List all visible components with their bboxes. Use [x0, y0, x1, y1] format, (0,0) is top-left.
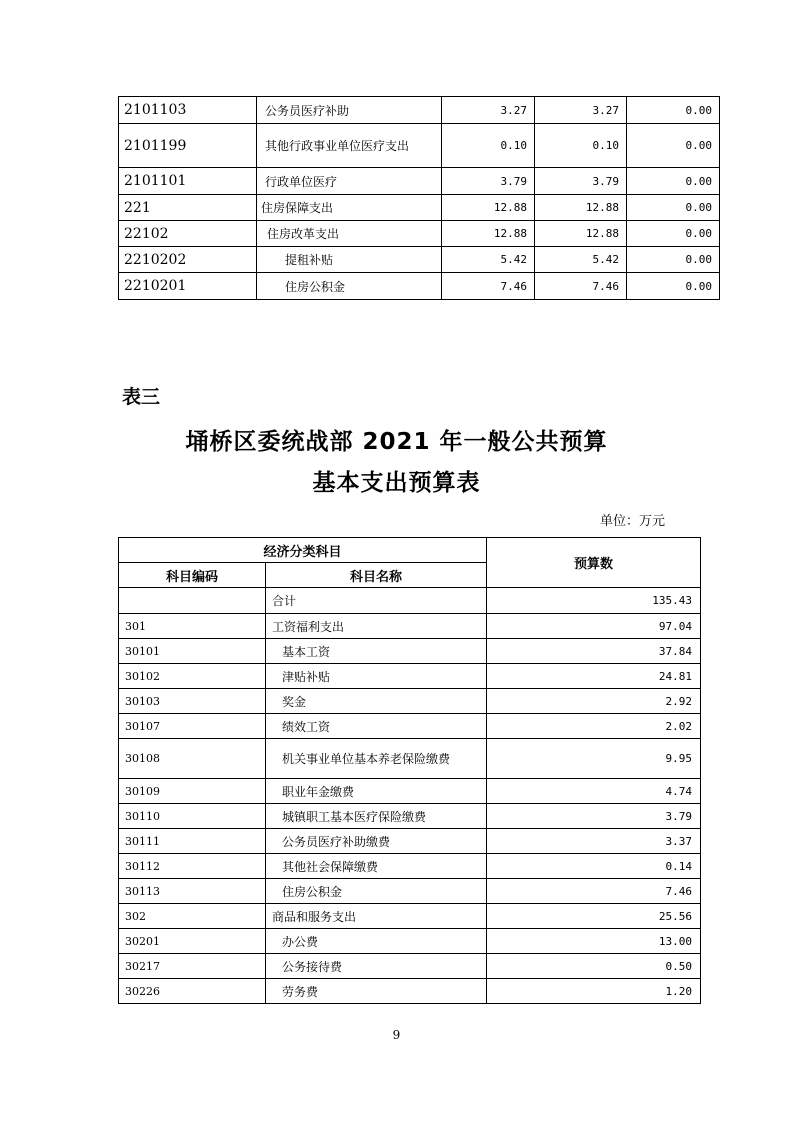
subject-name: 合计 [266, 588, 487, 614]
subject-name: 其他社会保障缴费 [266, 854, 487, 879]
table-row [119, 829, 701, 854]
amount-cell: 12.88 [442, 195, 535, 221]
budget-amount: 3.79 [487, 804, 701, 829]
basic-expenditure-budget-table [118, 537, 701, 1004]
budget-detail-table-continued [118, 96, 720, 300]
subject-name: 劳务费 [266, 979, 487, 1004]
table-row [119, 195, 720, 221]
table-row [119, 614, 701, 639]
amount-cell: 3.27 [442, 97, 535, 124]
budget-amount: 4.74 [487, 779, 701, 804]
subject-name: 公务接待费 [266, 954, 487, 979]
table-row [119, 979, 701, 1004]
table-row [119, 879, 701, 904]
table-row [119, 804, 701, 829]
amount-cell: 12.88 [535, 221, 627, 247]
subject-code: 22102 [119, 221, 257, 247]
amount-cell: 3.79 [442, 168, 535, 195]
table-row [119, 124, 720, 168]
subject-code [119, 588, 266, 614]
subject-code: 301 [119, 614, 266, 639]
subject-name: 机关事业单位基本养老保险缴费 [266, 739, 487, 779]
page-title: 埇桥区委统战部 2021 年一般公共预算 [185, 429, 608, 455]
header-subject-name: 科目名称 [266, 563, 487, 588]
subject-code: 30101 [119, 639, 266, 664]
subject-name: 商品和服务支出 [266, 904, 487, 929]
subject-name: 其他行政事业单位医疗支出 [257, 124, 442, 168]
amount-cell: 0.00 [627, 221, 720, 247]
budget-amount: 13.00 [487, 929, 701, 954]
page-subtitle: 基本支出预算表 [312, 470, 481, 496]
subject-code: 30113 [119, 879, 266, 904]
subject-code: 30107 [119, 714, 266, 739]
budget-amount: 9.95 [487, 739, 701, 779]
amount-cell: 0.00 [627, 273, 720, 300]
amount-cell: 7.46 [535, 273, 627, 300]
subject-name: 提租补贴 [257, 247, 442, 273]
amount-cell: 0.10 [535, 124, 627, 168]
subject-name: 公务员医疗补助 [257, 97, 442, 124]
table-row [119, 714, 701, 739]
table-row [119, 273, 720, 300]
subject-name: 津贴补贴 [266, 664, 487, 689]
budget-amount: 97.04 [487, 614, 701, 639]
amount-cell: 0.00 [627, 124, 720, 168]
budget-amount: 2.92 [487, 689, 701, 714]
subject-code: 221 [119, 195, 257, 221]
budget-amount: 7.46 [487, 879, 701, 904]
subject-name: 办公费 [266, 929, 487, 954]
subject-name: 职业年金缴费 [266, 779, 487, 804]
table-label: 表三 [122, 386, 161, 408]
subject-code: 2210201 [119, 273, 257, 300]
subject-code: 30109 [119, 779, 266, 804]
subject-code: 30108 [119, 739, 266, 779]
table-row [119, 854, 701, 879]
subject-name: 住房改革支出 [257, 221, 442, 247]
amount-cell: 0.00 [627, 195, 720, 221]
amount-cell: 3.27 [535, 97, 627, 124]
amount-cell: 7.46 [442, 273, 535, 300]
table-row [119, 739, 701, 779]
subject-code: 30217 [119, 954, 266, 979]
amount-cell: 5.42 [442, 247, 535, 273]
table-row [119, 247, 720, 273]
subject-code: 30103 [119, 689, 266, 714]
header-economic-classification: 经济分类科目 [119, 538, 487, 563]
table-row [119, 588, 701, 614]
budget-amount: 25.56 [487, 904, 701, 929]
subject-code: 30226 [119, 979, 266, 1004]
table-row [119, 639, 701, 664]
amount-cell: 0.10 [442, 124, 535, 168]
page-number: 9 [392, 1028, 401, 1042]
amount-cell: 5.42 [535, 247, 627, 273]
subject-code: 2101199 [119, 124, 257, 168]
subject-name: 住房保障支出 [257, 195, 442, 221]
amount-cell: 12.88 [442, 221, 535, 247]
subject-name: 公务员医疗补助缴费 [266, 829, 487, 854]
budget-amount: 0.50 [487, 954, 701, 979]
subject-code: 30110 [119, 804, 266, 829]
amount-cell: 0.00 [627, 168, 720, 195]
table-row [119, 904, 701, 929]
subject-code: 2101103 [119, 97, 257, 124]
header-budget-amount: 预算数 [487, 538, 701, 588]
subject-name: 住房公积金 [266, 879, 487, 904]
subject-code: 30112 [119, 854, 266, 879]
budget-amount: 2.02 [487, 714, 701, 739]
subject-code: 2101101 [119, 168, 257, 195]
unit-label: 单位：万元 [600, 514, 666, 529]
table-row [119, 664, 701, 689]
subject-name: 行政单位医疗 [257, 168, 442, 195]
table-row [119, 168, 720, 195]
subject-name: 工资福利支出 [266, 614, 487, 639]
budget-amount: 24.81 [487, 664, 701, 689]
budget-amount: 135.43 [487, 588, 701, 614]
subject-code: 30102 [119, 664, 266, 689]
budget-amount: 1.20 [487, 979, 701, 1004]
subject-name: 城镇职工基本医疗保险缴费 [266, 804, 487, 829]
table-row [119, 221, 720, 247]
subject-name: 基本工资 [266, 639, 487, 664]
table-row [119, 97, 720, 124]
amount-cell: 0.00 [627, 247, 720, 273]
budget-amount: 0.14 [487, 854, 701, 879]
amount-cell: 0.00 [627, 97, 720, 124]
table-row [119, 929, 701, 954]
amount-cell: 3.79 [535, 168, 627, 195]
subject-name: 奖金 [266, 689, 487, 714]
subject-name: 绩效工资 [266, 714, 487, 739]
table-row [119, 954, 701, 979]
amount-cell: 12.88 [535, 195, 627, 221]
subject-name: 住房公积金 [257, 273, 442, 300]
subject-code: 30111 [119, 829, 266, 854]
table-row [119, 689, 701, 714]
header-subject-code: 科目编码 [119, 563, 266, 588]
budget-amount: 37.84 [487, 639, 701, 664]
subject-code: 2210202 [119, 247, 257, 273]
subject-code: 302 [119, 904, 266, 929]
budget-amount: 3.37 [487, 829, 701, 854]
table-row [119, 779, 701, 804]
table-header-row [119, 538, 701, 563]
subject-code: 30201 [119, 929, 266, 954]
